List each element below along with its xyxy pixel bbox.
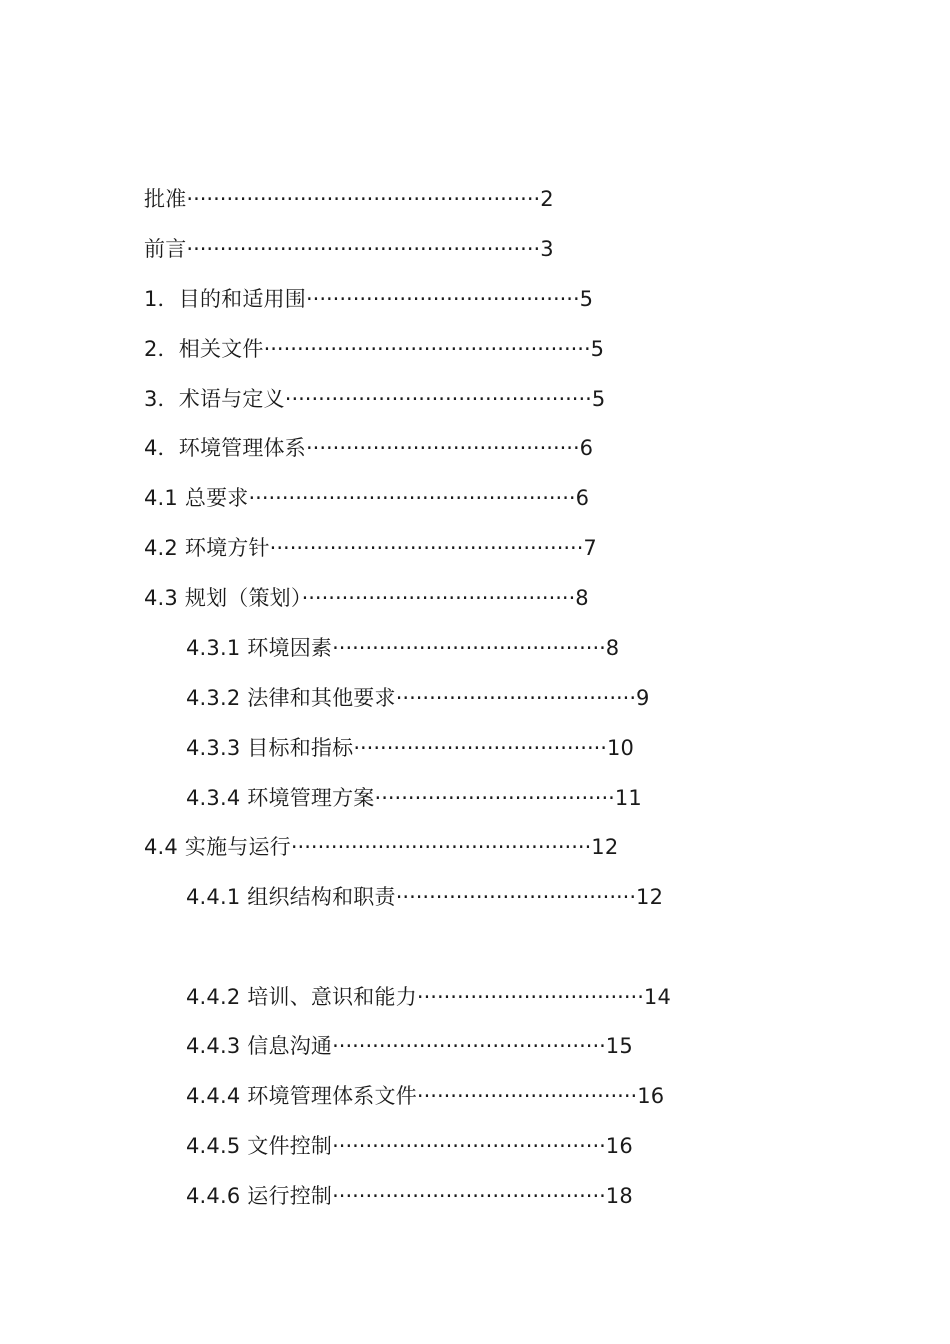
toc-dot-leader: ····················································· [186,237,541,261]
toc-dot-leader: ···································· [374,786,615,810]
toc-entry-title: 4.2 环境方针 [144,536,270,560]
toc-entry-title: 4.3.2 法律和其他要求 [186,686,396,710]
toc-page-number: 9 [636,686,650,710]
toc-entry-title: 4.4.5 文件控制 [186,1134,333,1158]
toc-subentry [186,884,663,910]
toc-entry-title: 3．术语与定义 [144,387,285,411]
toc-page-number: 16 [605,1134,633,1158]
toc-dot-leader: ········································· [332,1184,606,1208]
toc-entry-title: 4.3.3 目标和指标 [186,736,354,760]
toc-page-number: 5 [590,337,605,361]
toc-entry [144,485,589,511]
toc-subentry [186,785,642,811]
toc-dot-leader: ········································· [332,1134,606,1158]
toc-dot-leader: ········································· [332,636,606,660]
toc-page-number: 5 [579,287,594,311]
toc-page-number: 3 [540,237,554,261]
toc-subentry [186,735,634,761]
toc-entry-title: 4.3.4 环境管理方案 [186,786,375,810]
toc-dot-leader: ········································· [301,586,576,610]
toc-entry [144,386,605,412]
toc-dot-leader: ················································· [263,337,591,361]
toc-entry-title: 前言 [144,237,187,261]
toc-entry [144,435,593,461]
toc-dot-leader: ··············································· [269,536,584,560]
toc-page-number: 12 [591,835,619,859]
toc-page-number: 5 [591,387,606,411]
toc-dot-leader: ················································· [248,486,576,510]
toc-entry [144,535,597,561]
toc-dot-leader: ······································ [353,736,607,760]
toc-page-number: 12 [636,885,664,909]
toc-subentry [186,685,650,711]
toc-page-number: 7 [583,536,597,560]
toc-entry [144,336,604,362]
toc-entry-title: 4．环境管理体系 [144,436,306,460]
toc-entry-title: 4.4.1 组织结构和职责 [186,885,396,909]
toc-page-number: 18 [605,1184,633,1208]
toc-page-number: 2 [540,187,554,211]
toc-dot-leader: ·································· [416,985,644,1009]
toc-subentry [186,1133,633,1159]
toc-page-number: 14 [643,985,672,1009]
toc-entry-title: 4.4.4 环境管理体系文件 [186,1084,417,1108]
toc-dot-leader: ········································· [305,436,580,460]
toc-dot-leader: ·············································· [284,387,592,411]
toc-dot-leader: ····················································· [186,187,541,211]
toc-page-number: 8 [605,636,620,660]
toc-entry-title: 2．相关文件 [144,337,264,361]
toc-dot-leader: ········································· [332,1034,606,1058]
toc-entry-title: 1．目的和适用围 [144,287,306,311]
toc-page-number: 15 [605,1034,633,1058]
toc-entry-title: 4.4.2 培训、意识和能力 [186,985,417,1009]
toc-dot-leader: ············································· [290,835,592,859]
toc-entry [144,585,589,611]
toc-entry-title: 4.3 规划（策划） [144,586,302,610]
toc-entry-title: 4.4.3 信息沟通 [186,1034,333,1058]
toc-entry-title: 4.3.1 环境因素 [186,636,333,660]
toc-dot-leader: ···································· [395,885,637,909]
toc-entry [144,236,554,262]
toc-subentry [186,635,619,661]
toc-entry-title: 4.4 实施与运行 [144,835,291,859]
toc-dot-leader: ································· [416,1084,638,1108]
toc-entry-title: 4.4.6 运行控制 [186,1184,333,1208]
toc-page-number: 10 [606,736,635,760]
toc-page-number: 16 [637,1084,665,1108]
toc-entry [144,286,593,312]
toc-page-number: 6 [579,436,594,460]
toc-page-number: 6 [575,486,590,510]
toc-subentry [186,1033,633,1059]
toc-subentry [186,1183,633,1209]
toc-page-number: 8 [575,586,589,610]
toc-subentry [186,984,671,1010]
toc-entry [144,834,618,860]
toc-dot-leader: ···································· [395,686,637,710]
toc-page-number: 11 [614,786,642,810]
toc-entry-title: 4.1 总要求 [144,486,249,510]
toc-entry-title: 批准 [144,187,187,211]
toc-dot-leader: ········································· [305,287,580,311]
toc-entry [144,186,554,212]
toc-subentry [186,1083,664,1109]
